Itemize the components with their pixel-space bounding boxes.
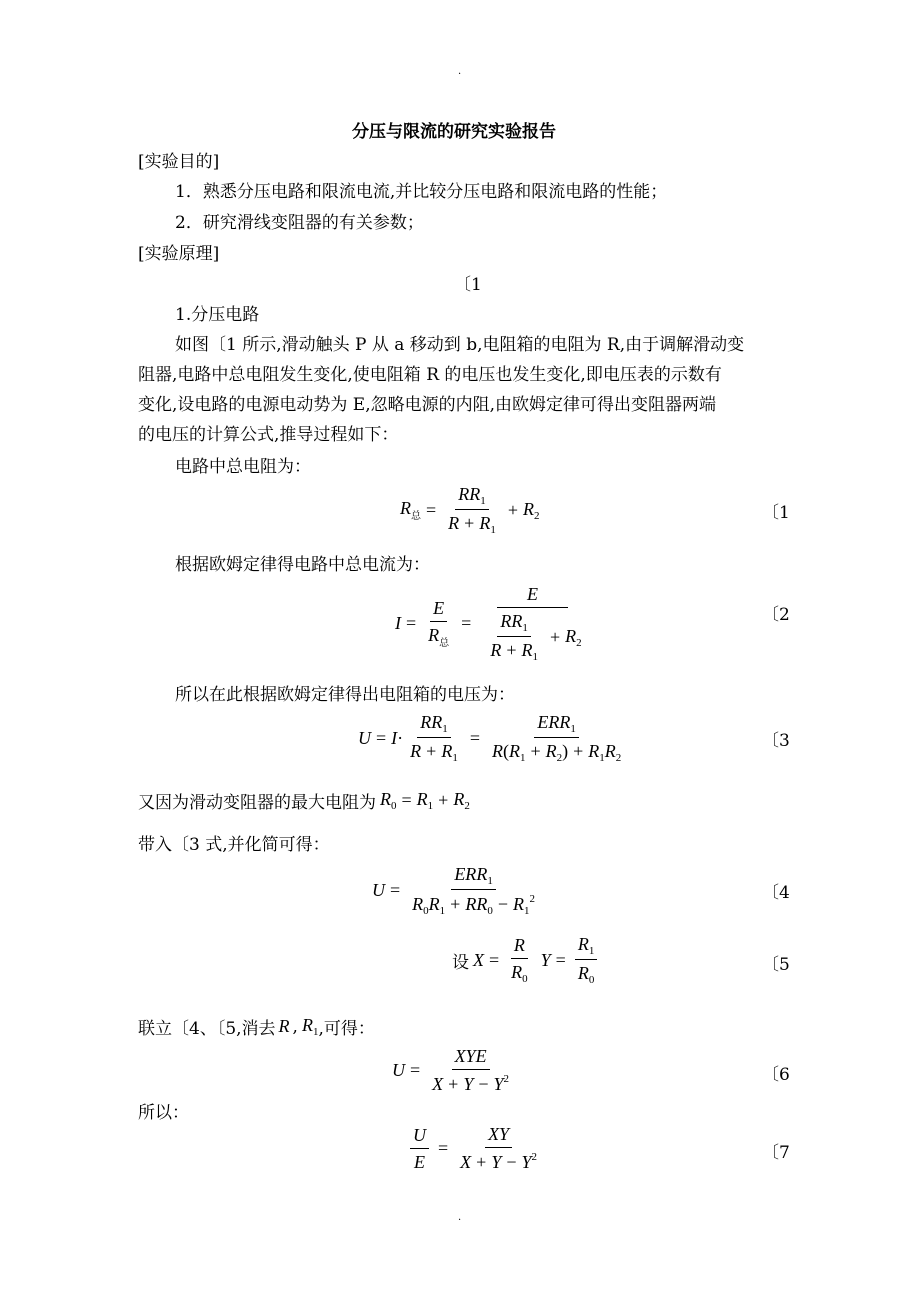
therefore-text: 所以： — [138, 1103, 189, 1123]
principle-heading: [实验原理] — [138, 244, 220, 264]
equation-number-2: 〔2 — [762, 605, 790, 625]
total-resistance-label: 电路中总电阻为： — [175, 457, 311, 477]
voltage-label: 所以在此根据欧姆定律得出电阻箱的电压为： — [175, 685, 515, 705]
sub-heading-divider: 1.分压电路 — [175, 305, 260, 325]
equation-number-4: 〔4 — [762, 883, 790, 903]
equation-number-7: 〔7 — [762, 1143, 790, 1163]
equation-2: I = $\frac{E}{R_总}$ = E $\frac{RR_1}{R + R_1}$ + $R_2$ — [395, 584, 582, 663]
equation-number-6: 〔6 — [762, 1065, 790, 1085]
header-dot: . — [458, 66, 462, 77]
equation-5: 设 X = $\frac{R}{R_0}$ Y = $\frac{R_1}{R_0}$ — [452, 934, 601, 986]
page-title: 分压与限流的研究实验报告 — [352, 122, 556, 142]
substitute-text: 带入〔3 式,并化简可得： — [138, 835, 330, 855]
total-current-label: 根据欧姆定律得电路中总电流为： — [175, 555, 430, 575]
equation-3: U = I · $\frac{RR_1}{R + R_1}$ = $\frac{ERR_1}{R(R_1 + R_2) + R_1R_2}$ — [358, 712, 622, 764]
purpose-item-2: 2．研究滑线变阻器的有关参数； — [175, 213, 424, 233]
paragraph-line-2: 阻器,电路中总电阻发生变化,使电阻箱 R 的电压也发生变化,即电压表的示数有 — [138, 365, 722, 385]
purpose-heading: [实验目的] — [138, 152, 220, 172]
equation-7: $\frac{U}{E}$ = $\frac{XY}{X + Y - Y^2}$ — [406, 1124, 544, 1173]
equation-number-5: 〔5 — [762, 955, 790, 975]
max-resistance-line: 又因为滑动变阻器的最大电阻为 $R_0$ = $R_1$ + $R_2$ — [138, 789, 470, 813]
equation-1: $R_总$ = $\frac{RR_1}{R + R_1}$ + $R_2$ — [400, 484, 540, 536]
equation-6: U = $\frac{\text{XYE}}{X + Y - Y^2}$ — [392, 1046, 509, 1094]
combine-line: 联立〔4、〔5,消去 R , $R_1$ ,可得： — [138, 1015, 375, 1039]
paragraph-line-4: 的电压的计算公式,推导过程如下： — [138, 425, 399, 445]
figure-ref: 〔1 — [454, 275, 482, 295]
paragraph-line-3: 变化,设电路的电源电动势为 E,忽略电源的内阻,由欧姆定律可得出变阻器两端 — [138, 395, 717, 415]
paragraph-line-1: 如图〔1 所示,滑动触头 P 从 a 移动到 b,电阻箱的电阻为 R,由于调解滑动变 — [175, 335, 745, 355]
footer-dot: . — [458, 1212, 462, 1223]
equation-4: U = $\frac{ERR_1}{R_0R_1 + RR_0 - R_1^2}$ — [372, 864, 535, 917]
purpose-item-1: 1．熟悉分压电路和限流电流,并比较分压电路和限流电路的性能； — [175, 182, 668, 202]
equation-number-1: 〔1 — [762, 503, 790, 523]
equation-number-3: 〔3 — [762, 731, 790, 751]
